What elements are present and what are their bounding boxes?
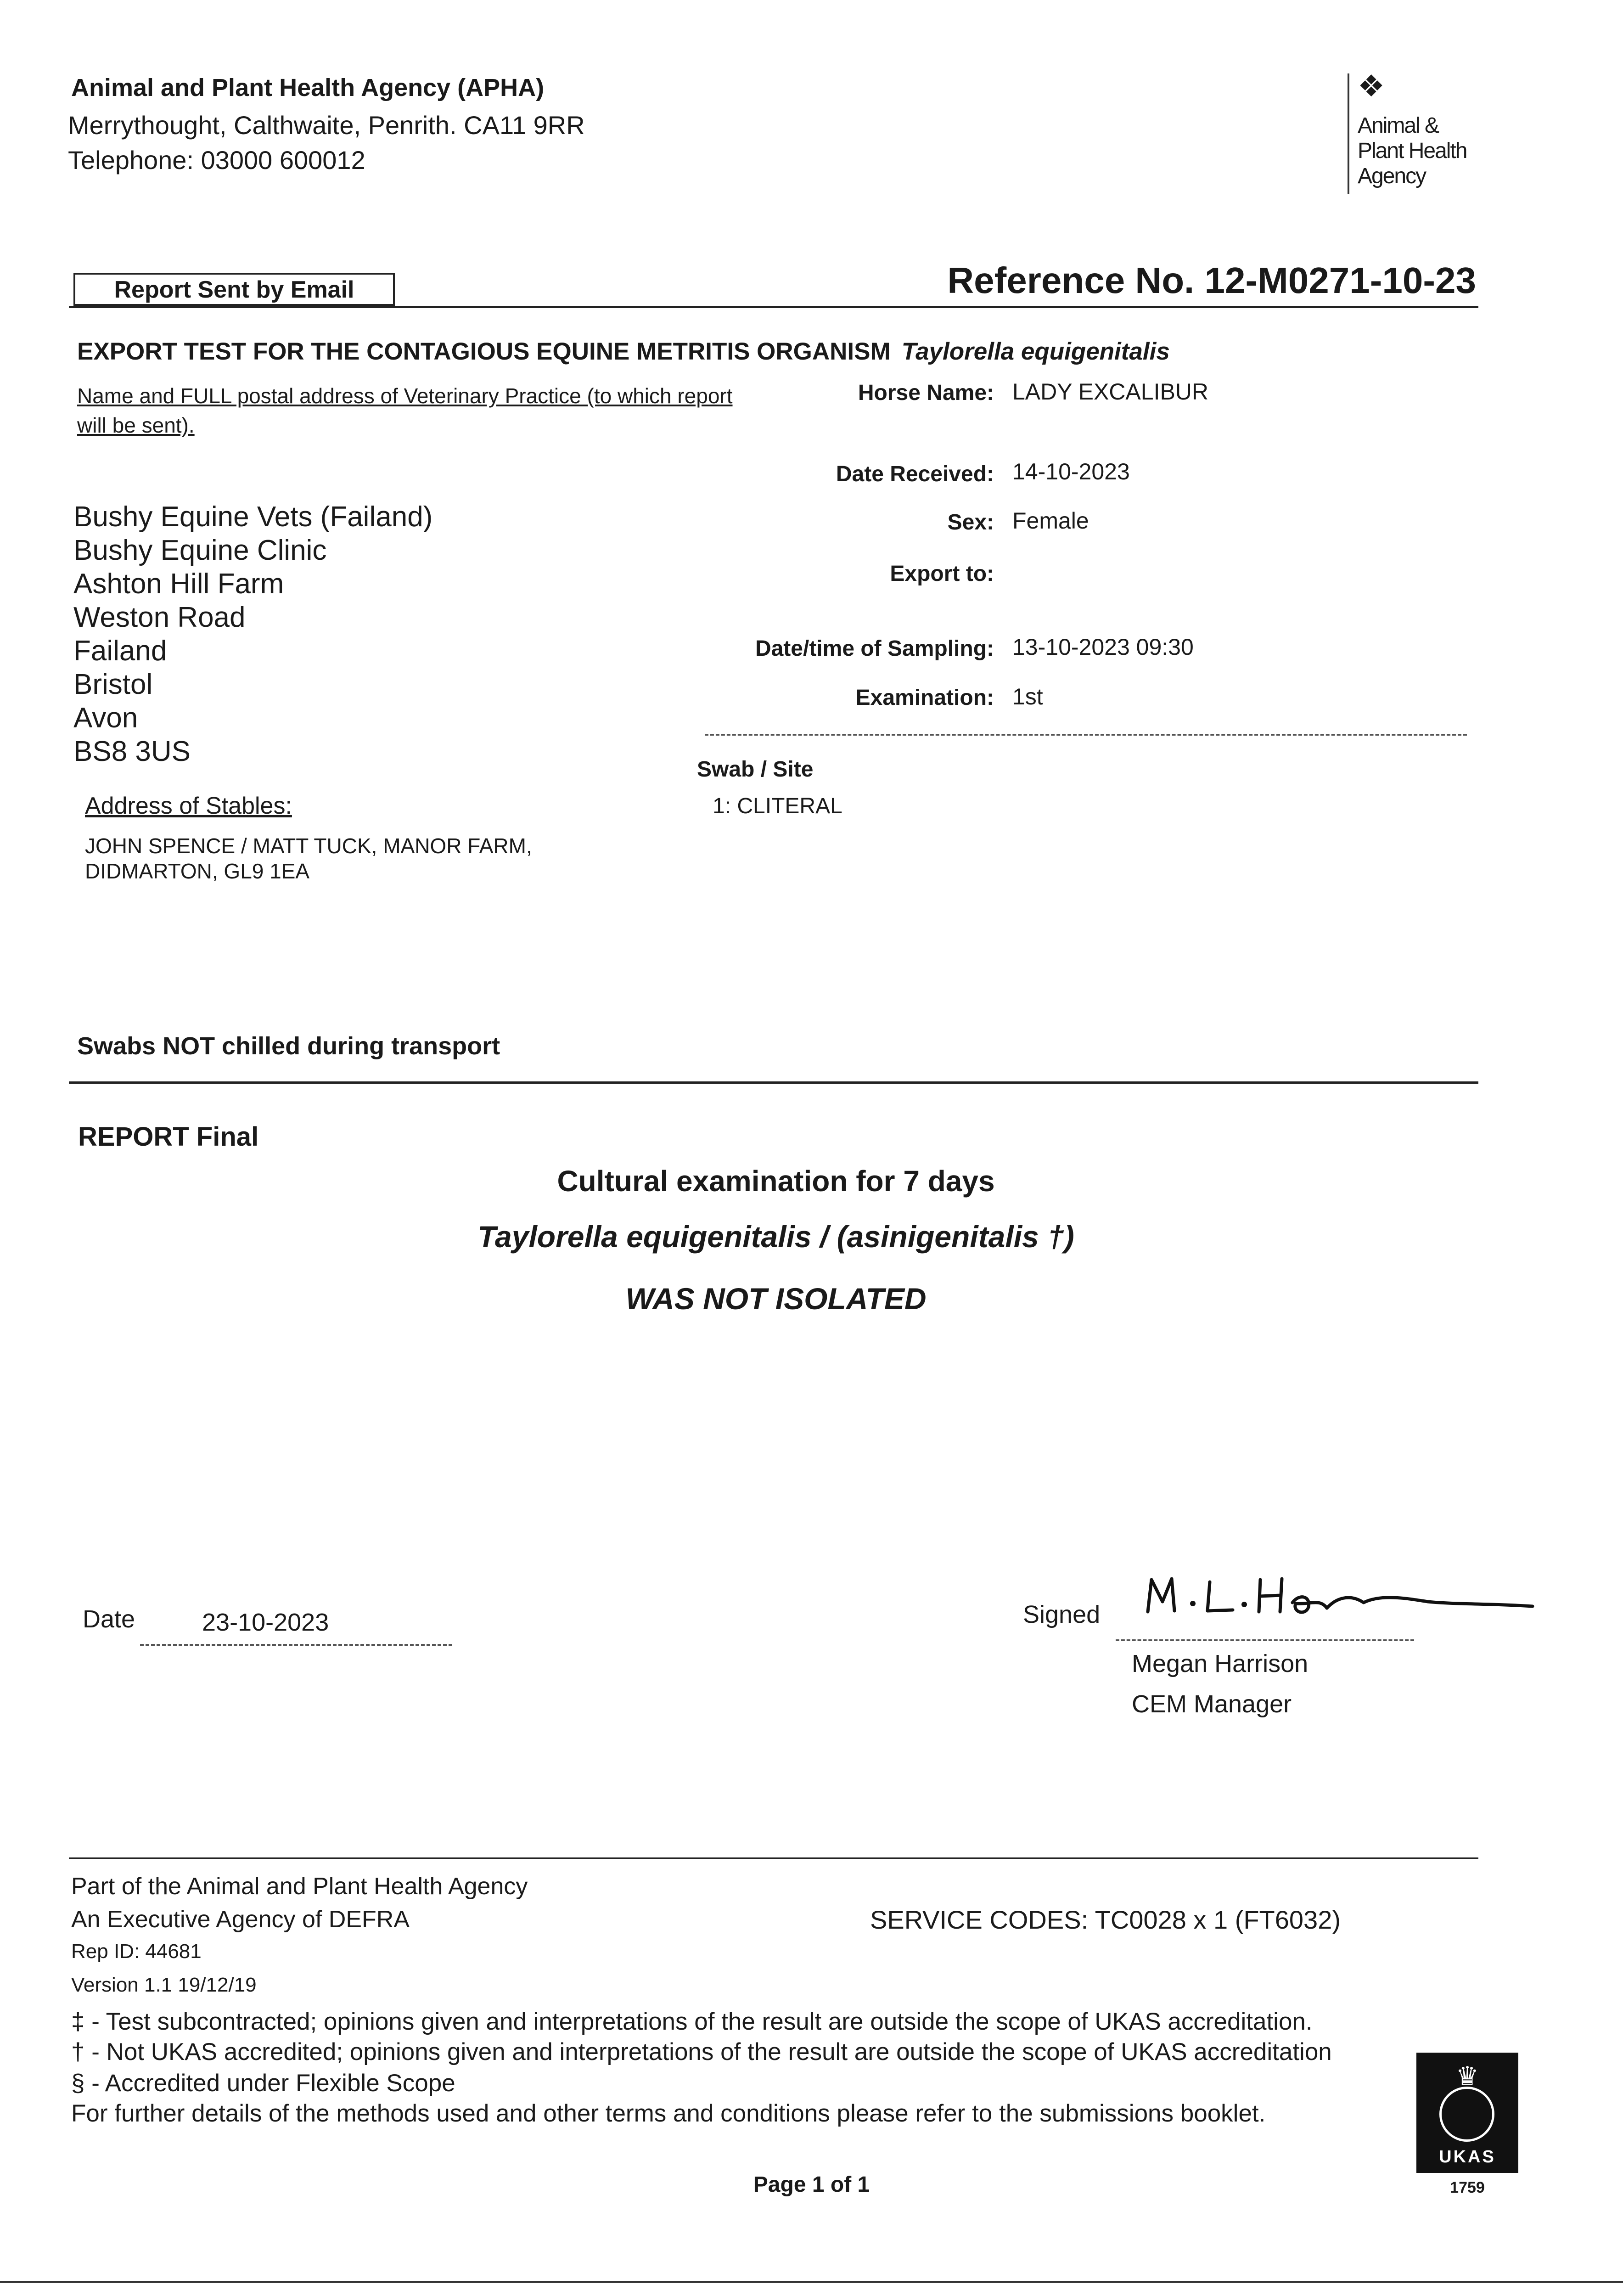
vet-address-line: Weston Road — [73, 602, 246, 633]
logo-line-3: Agency — [1358, 164, 1426, 188]
crown-icon: ♛ — [1455, 2061, 1479, 2090]
report-line-1: Cultural examination for 7 days — [557, 1165, 995, 1198]
horse-name-value: LADY EXCALIBUR — [1012, 379, 1209, 405]
vet-address-line: Avon — [73, 702, 138, 734]
vet-address-line: Bushy Equine Vets (Failand) — [73, 501, 433, 533]
vet-address-line: Bushy Equine Clinic — [73, 535, 327, 566]
service-codes: SERVICE CODES: TC0028 x 1 (FT6032) — [870, 1905, 1341, 1934]
date-underline — [140, 1644, 452, 1646]
footer-line-2: An Executive Agency of DEFRA — [71, 1906, 410, 1933]
sex-value: Female — [1012, 508, 1089, 534]
stables-label: Address of Stables: — [85, 793, 292, 819]
footnote: For further details of the methods used and other terms and conditions please refer to the submissions booklet. — [71, 2100, 1266, 2127]
test-title — [77, 338, 1170, 366]
report-status: REPORT Final — [78, 1122, 259, 1152]
version: Version 1.1 19/12/19 — [71, 1974, 257, 1996]
footer-rule — [69, 1857, 1478, 1859]
sampling-value: 13-10-2023 09:30 — [1012, 634, 1194, 660]
signatory-name: Megan Harrison — [1132, 1650, 1309, 1677]
handwritten-signature — [1134, 1566, 1538, 1626]
vet-practice-label: Name and FULL postal address of Veterinary Practice (to which report will be sent). — [77, 384, 733, 437]
agency-name: Animal and Plant Health Agency (APHA) — [71, 74, 545, 101]
date-value: 23-10-2023 — [202, 1609, 329, 1636]
vet-address-line: Bristol — [73, 669, 153, 700]
logo-line-1: Animal & — [1358, 113, 1439, 138]
examination-label: Examination: — [855, 686, 994, 710]
vet-address-line: BS8 3US — [73, 736, 191, 767]
footnote: ‡ - Test subcontracted; opinions given and interpretations of the result are outside the scope of UKAS accreditation. — [71, 2008, 1313, 2035]
footnote: † - Not UKAS accredited; opinions given and interpretations of the result are outside the scope of UKAS accreditation — [71, 2038, 1332, 2065]
page-number: Page 1 of 1 — [753, 2172, 870, 2197]
horse-name-label: Horse Name: — [858, 381, 994, 405]
transport-note: Swabs NOT chilled during transport — [77, 1032, 500, 1060]
vet-address-line: Ashton Hill Farm — [73, 568, 284, 600]
rep-id: Rep ID: 44681 — [71, 1940, 202, 1963]
swab-site-label: Swab / Site — [697, 757, 814, 782]
report-sent-badge: Report Sent by Email — [73, 273, 395, 306]
ukas-label: UKAS — [1439, 2147, 1496, 2167]
test-title-organism: Taylorella equigenitalis — [901, 338, 1170, 365]
export-to-label: Export to: — [890, 562, 994, 586]
examination-value: 1st — [1012, 684, 1043, 709]
agency-address: Merrythought, Calthwaite, Penrith. CA11 9RR — [68, 111, 585, 140]
vet-address-line: Failand — [73, 635, 167, 667]
date-label: Date — [83, 1605, 135, 1633]
signed-label: Signed — [1023, 1601, 1101, 1628]
page-bottom-rule — [0, 2281, 1623, 2283]
swab-site-value: 1: CLITERAL — [713, 794, 842, 818]
section-rule — [69, 1081, 1478, 1084]
apha-logo — [1348, 69, 1485, 197]
signature-underline — [1116, 1639, 1414, 1641]
footer-line-1: Part of the Animal and Plant Health Agency — [71, 1873, 528, 1900]
royal-crest-icon: ❖ — [1358, 69, 1385, 103]
agency-telephone: Telephone: 03000 600012 — [68, 146, 365, 174]
ukas-tick-ring-icon — [1439, 2087, 1494, 2142]
signatory-role: CEM Manager — [1132, 1690, 1292, 1718]
footnote: § - Accredited under Flexible Scope — [71, 2070, 455, 2097]
logo-line-2: Plant Health — [1358, 139, 1467, 163]
ukas-number: 1759 — [1450, 2179, 1485, 2196]
test-title-main: EXPORT TEST FOR THE CONTAGIOUS EQUINE METRITIS ORGANISM — [77, 338, 891, 365]
stables-line: JOHN SPENCE / MATT TUCK, MANOR FARM, — [85, 834, 532, 858]
date-received-value: 14-10-2023 — [1012, 459, 1130, 484]
date-received-label: Date Received: — [836, 462, 994, 486]
report-result: WAS NOT ISOLATED — [625, 1282, 927, 1316]
header-rule — [69, 306, 1478, 308]
fields-divider — [705, 734, 1467, 736]
reference-number: Reference No. 12-M0271-10-23 — [947, 260, 1476, 301]
sampling-label: Date/time of Sampling: — [755, 636, 994, 661]
sex-label: Sex: — [947, 510, 994, 535]
stables-line: DIDMARTON, GL9 1EA — [85, 859, 310, 883]
report-line-2: Taylorella equigenitalis / (asinigenitalis †) — [477, 1220, 1074, 1254]
